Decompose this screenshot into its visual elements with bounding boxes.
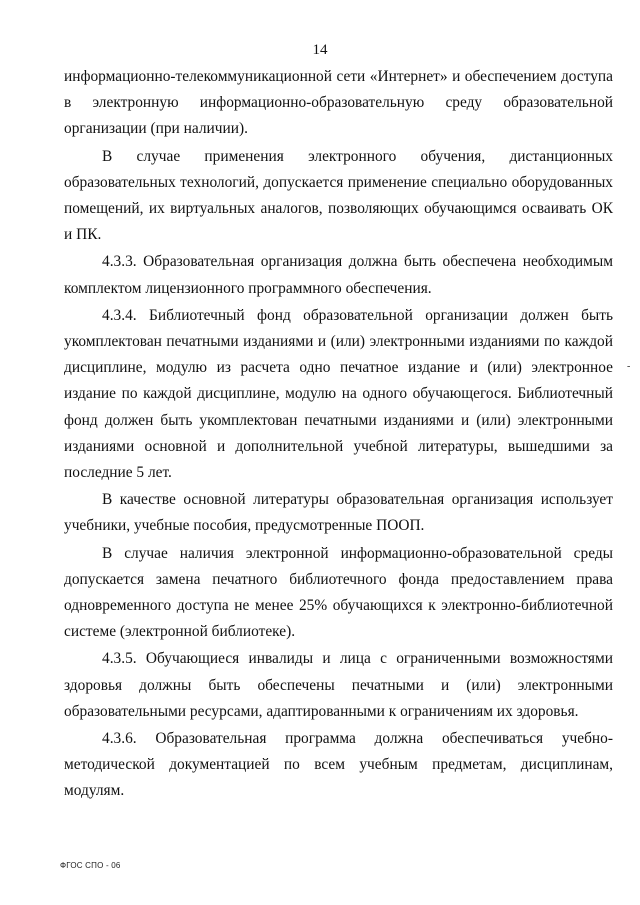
paragraph-4-3-6: 4.3.6. Образовательная программа должна обеспечиваться учебно-методической документацией по всем учебным предметам, дисциплинам, модулям.: [64, 730, 613, 800]
page-number: 14: [312, 42, 328, 58]
paragraph-e-learning: В случае применения электронного обучения, дистанционных образовательных технологий, допускается применение специально оборудованных помещений, их виртуальных аналогов, позволяющих обучающимся осваивать ОК и ПК.: [64, 147, 613, 244]
paragraph-4-3-4: 4.3.4. Библиотечный фонд образовательной организации должен быть укомплектован печатными изданиями и (или) электронными изданиями по каждой дисциплине, модулю из расчета одно печатное издание и (или) электронное издание по каждой дисциплине, модулю на одного обучающегося. Библиотечный фонд должен быть укомплектован печатными изданиями и (или) электронными изданиями основной и дополнительной учебной литературы, вышедшими за последние 5 лет.: [64, 306, 613, 482]
footer-code: ФГОС СПО - 06: [60, 861, 121, 870]
paragraph-4-3-5: 4.3.5. Обучающиеся инвалиды и лица с ограниченными возможностями здоровья должны быть обеспечены печатными и (или) электронными образовательными ресурсами, адаптированными к ограничениям их здоровья.: [64, 650, 613, 720]
paragraph-continuation: информационно-телекоммуникационной сети «Интернет» и обеспечением доступа в электронную информационно-образовательную среду образовательной организации (при наличии).: [64, 68, 613, 138]
paragraph-electronic-environment: В случае наличия электронной информационно-образовательной среды допускается замена печатного библиотечного фонда предоставлением права одновременного доступа не менее 25% обучающихся к электронно-библиотечной системе (электронной библиотеке).: [64, 544, 613, 641]
paragraph-4-3-3: 4.3.3. Образовательная организация должна быть обеспечена необходимым комплектом лицензионного программного обеспечения.: [64, 253, 613, 297]
margin-mark: -: [627, 361, 631, 372]
paragraph-main-literature: В качестве основной литературы образовательная организация использует учебники, учебные пособия, предусмотренные ПООП.: [64, 491, 613, 535]
document-body: [64, 64, 613, 805]
